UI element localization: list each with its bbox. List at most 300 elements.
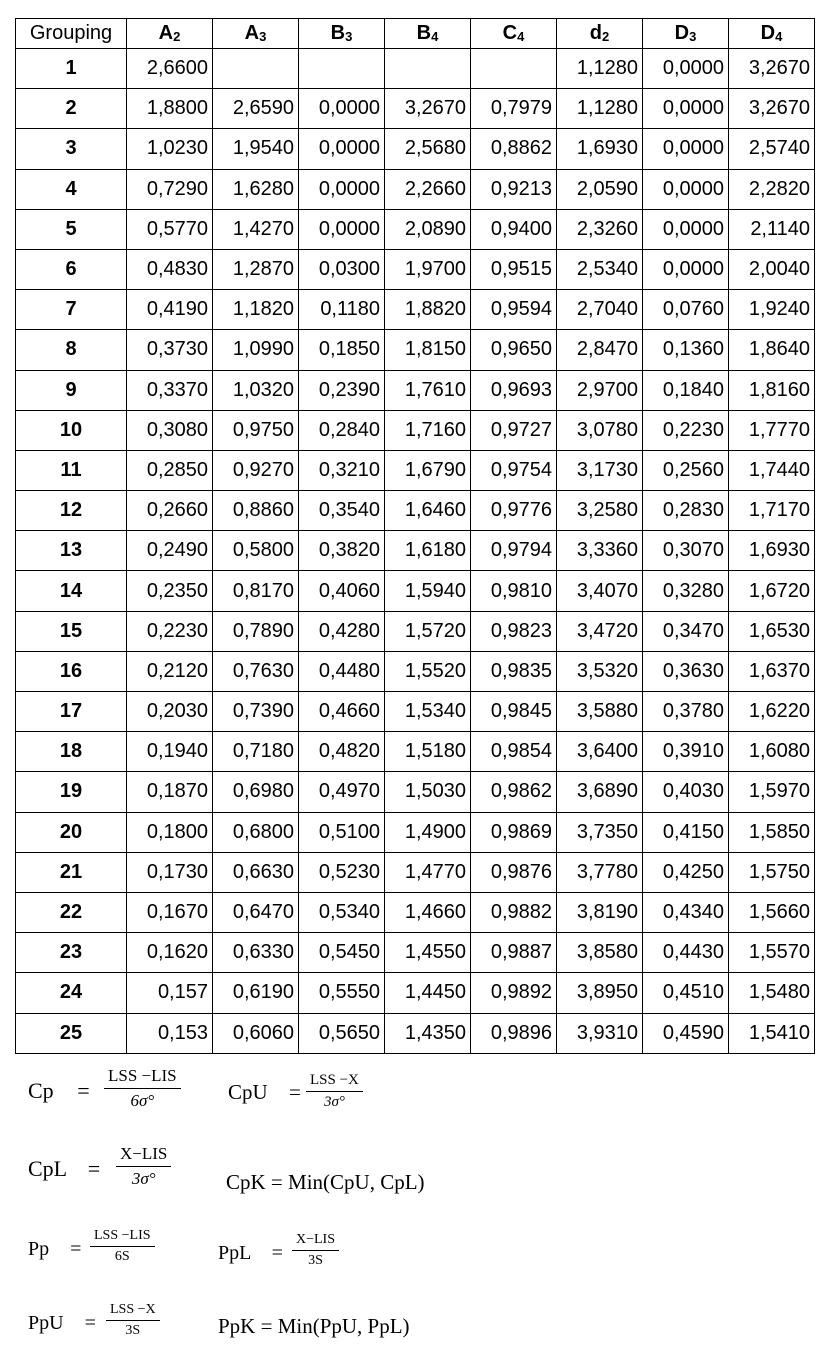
formula-ppl-lhs: PpL [218, 1242, 251, 1264]
value-cell: 1,5030 [385, 772, 471, 812]
header-label: A [158, 22, 174, 44]
value-cell: 3,7780 [557, 852, 643, 892]
grouping-cell: 21 [16, 852, 127, 892]
value-cell: 1,8820 [385, 290, 471, 330]
value-cell: 0,7890 [213, 611, 299, 651]
value-cell: 0,6470 [213, 892, 299, 932]
value-cell: 0,3730 [127, 330, 213, 370]
value-cell: 1,5750 [729, 852, 815, 892]
value-cell: 0,9776 [471, 491, 557, 531]
value-cell: 0,0000 [643, 49, 729, 89]
formula-ppu-denominator: 3S [125, 1323, 141, 1338]
value-cell [299, 49, 385, 89]
header-subscript: 2 [601, 29, 610, 44]
header-subscript: 4 [431, 29, 439, 44]
table-row [16, 852, 815, 892]
value-cell: 2,6600 [127, 49, 213, 89]
value-cell: 0,9845 [471, 692, 557, 732]
value-cell: 0,9750 [213, 410, 299, 450]
table-row [16, 892, 815, 932]
value-cell: 3,8950 [557, 973, 643, 1013]
value-cell: 0,1180 [299, 290, 385, 330]
grouping-cell: 11 [16, 450, 127, 490]
value-cell: 0,3080 [127, 410, 213, 450]
formula-pp-lhs: Pp [28, 1238, 50, 1260]
value-cell: 2,0040 [729, 249, 815, 289]
value-cell: 1,4270 [213, 209, 299, 249]
value-cell: 0,4590 [643, 1013, 729, 1053]
value-cell: 1,5940 [385, 571, 471, 611]
formula-cp-numerator: LSS −LIS [104, 1066, 181, 1089]
value-cell: 0,7290 [127, 169, 213, 209]
value-cell: 0,6060 [213, 1013, 299, 1053]
value-cell: 0,9892 [471, 973, 557, 1013]
value-cell: 0,9213 [471, 169, 557, 209]
header-cell-a3 [213, 19, 299, 49]
constants-table [15, 18, 815, 1054]
table-row [16, 571, 815, 611]
header-label: B [416, 22, 432, 44]
value-cell: 0,2120 [127, 651, 213, 691]
value-cell: 0,5340 [299, 892, 385, 932]
value-cell: 0,0300 [299, 249, 385, 289]
value-cell: 0,1870 [127, 772, 213, 812]
value-cell: 1,6220 [729, 692, 815, 732]
grouping-cell: 14 [16, 571, 127, 611]
value-cell [471, 49, 557, 89]
value-cell: 0,3630 [643, 651, 729, 691]
formula-cpl-eq: = [87, 1156, 101, 1181]
value-cell: 0,0000 [299, 89, 385, 129]
value-cell: 3,1730 [557, 450, 643, 490]
value-cell: 0,157 [127, 973, 213, 1013]
grouping-cell: 13 [16, 531, 127, 571]
value-cell: 0,2560 [643, 450, 729, 490]
value-cell: 0,4340 [643, 892, 729, 932]
value-cell: 1,5340 [385, 692, 471, 732]
header-subscript: 4 [517, 29, 525, 44]
formula-ppu-lhs: PpU [28, 1312, 64, 1334]
header-subscript: 3 [259, 29, 267, 44]
value-cell: 1,6930 [557, 129, 643, 169]
value-cell: 0,153 [127, 1013, 213, 1053]
value-cell: 0,1670 [127, 892, 213, 932]
value-cell: 0,0000 [299, 129, 385, 169]
value-cell: 1,9240 [729, 290, 815, 330]
formula-ppk-text: PpK = Min(PpU, PpL) [218, 1314, 410, 1338]
value-cell: 1,5570 [729, 933, 815, 973]
value-cell: 0,6980 [213, 772, 299, 812]
formula-cpl-lhs: CpL [28, 1156, 67, 1181]
header-label: B [330, 22, 346, 44]
value-cell: 1,5410 [729, 1013, 815, 1053]
grouping-cell: 19 [16, 772, 127, 812]
header-label: A [244, 22, 260, 44]
value-cell: 1,7770 [729, 410, 815, 450]
value-cell: 1,6720 [729, 571, 815, 611]
value-cell: 0,6630 [213, 852, 299, 892]
value-cell: 0,9869 [471, 812, 557, 852]
value-cell: 1,5660 [729, 892, 815, 932]
value-cell: 2,2660 [385, 169, 471, 209]
table-row [16, 290, 815, 330]
value-cell: 0,9727 [471, 410, 557, 450]
value-cell: 0,2030 [127, 692, 213, 732]
formula-ppl-numerator: X−LIS [292, 1232, 339, 1251]
header-subscript: 4 [775, 29, 783, 44]
value-cell: 0,8170 [213, 571, 299, 611]
formula-cpk-text: CpK = Min(CpU, CpL) [226, 1170, 425, 1194]
table-row [16, 1013, 815, 1053]
formula-cp-eq: = [77, 1078, 90, 1103]
value-cell: 0,4830 [127, 249, 213, 289]
value-cell: 3,7350 [557, 812, 643, 852]
value-cell: 0,9794 [471, 531, 557, 571]
value-cell: 2,8470 [557, 330, 643, 370]
grouping-cell: 4 [16, 169, 127, 209]
table-row [16, 531, 815, 571]
formula-cpu-lhs: CpU [228, 1080, 268, 1104]
grouping-cell: 8 [16, 330, 127, 370]
value-cell: 0,5230 [299, 852, 385, 892]
value-cell: 2,3260 [557, 209, 643, 249]
value-cell: 0,9887 [471, 933, 557, 973]
value-cell: 2,0890 [385, 209, 471, 249]
table-row [16, 450, 815, 490]
value-cell: 3,4070 [557, 571, 643, 611]
table-row [16, 370, 815, 410]
formula-ppu-numerator: LSS −X [106, 1302, 160, 1321]
value-cell: 0,2840 [299, 410, 385, 450]
value-cell: 1,0320 [213, 370, 299, 410]
value-cell: 0,4510 [643, 973, 729, 1013]
table-row [16, 812, 815, 852]
formula-ppu-eq: = [84, 1312, 96, 1334]
table-row [16, 732, 815, 772]
header-label: D [674, 22, 690, 44]
value-cell: 0,4060 [299, 571, 385, 611]
value-cell: 0,1800 [127, 812, 213, 852]
value-cell: 1,6530 [729, 611, 815, 651]
table-header-row [16, 19, 815, 49]
value-cell: 1,4900 [385, 812, 471, 852]
value-cell: 0,4480 [299, 651, 385, 691]
grouping-cell: 5 [16, 209, 127, 249]
table-row [16, 249, 815, 289]
table-row [16, 89, 815, 129]
value-cell: 3,6890 [557, 772, 643, 812]
value-cell: 2,1140 [729, 209, 815, 249]
value-cell: 2,5340 [557, 249, 643, 289]
formula-cpu-fraction [306, 1072, 363, 1111]
value-cell: 0,5550 [299, 973, 385, 1013]
value-cell: 3,8580 [557, 933, 643, 973]
table-row [16, 330, 815, 370]
formula-pp-eq: = [70, 1238, 82, 1260]
value-cell: 0,3540 [299, 491, 385, 531]
value-cell: 1,7160 [385, 410, 471, 450]
header-subscript: 3 [689, 29, 697, 44]
value-cell: 3,5880 [557, 692, 643, 732]
value-cell: 0,4970 [299, 772, 385, 812]
value-cell: 0,1730 [127, 852, 213, 892]
value-cell: 0,7630 [213, 651, 299, 691]
formula-pp-denominator: 6S [114, 1249, 130, 1264]
value-cell: 0,0000 [299, 169, 385, 209]
formula-pp-fraction [90, 1228, 155, 1265]
header-cell-d4 [729, 19, 815, 49]
value-cell: 0,0760 [643, 290, 729, 330]
value-cell: 0,5450 [299, 933, 385, 973]
value-cell: 3,9310 [557, 1013, 643, 1053]
formula-cpl-fraction [116, 1144, 171, 1189]
formula-cpl-numerator: X−LIS [116, 1144, 171, 1167]
value-cell: 0,0000 [643, 209, 729, 249]
value-cell: 0,9594 [471, 290, 557, 330]
value-cell: 3,3360 [557, 531, 643, 571]
grouping-cell: 24 [16, 973, 127, 1013]
header-cell-grouping [16, 19, 127, 49]
value-cell: 3,2580 [557, 491, 643, 531]
header-cell-b3 [299, 19, 385, 49]
value-cell: 1,0230 [127, 129, 213, 169]
value-cell: 0,3820 [299, 531, 385, 571]
value-cell: 0,0000 [643, 129, 729, 169]
value-cell: 0,4190 [127, 290, 213, 330]
value-cell: 0,2660 [127, 491, 213, 531]
formula-ppl [218, 1242, 283, 1265]
value-cell [213, 49, 299, 89]
value-cell: 1,6280 [213, 169, 299, 209]
value-cell: 1,9700 [385, 249, 471, 289]
value-cell: 0,4030 [643, 772, 729, 812]
formula-ppu-fraction [106, 1302, 160, 1339]
value-cell: 0,5100 [299, 812, 385, 852]
header-cell-c4 [471, 19, 557, 49]
value-cell: 1,4550 [385, 933, 471, 973]
value-cell: 2,6590 [213, 89, 299, 129]
formula-cpl [28, 1156, 100, 1182]
value-cell: 0,2230 [643, 410, 729, 450]
formula-cp-denominator: 6σ° [130, 1091, 155, 1110]
grouping-cell: 2 [16, 89, 127, 129]
value-cell: 0,1850 [299, 330, 385, 370]
grouping-cell: 7 [16, 290, 127, 330]
value-cell: 0,7979 [471, 89, 557, 129]
value-cell: 0,6190 [213, 973, 299, 1013]
grouping-cell: 10 [16, 410, 127, 450]
value-cell: 1,5970 [729, 772, 815, 812]
value-cell: 2,7040 [557, 290, 643, 330]
value-cell: 0,9876 [471, 852, 557, 892]
value-cell: 0,2850 [127, 450, 213, 490]
table-row [16, 49, 815, 89]
value-cell: 0,3910 [643, 732, 729, 772]
grouping-cell: 17 [16, 692, 127, 732]
grouping-cell: 22 [16, 892, 127, 932]
value-cell: 0,2390 [299, 370, 385, 410]
table-row [16, 973, 815, 1013]
value-cell: 0,1940 [127, 732, 213, 772]
value-cell: 0,4150 [643, 812, 729, 852]
value-cell: 2,9700 [557, 370, 643, 410]
value-cell: 0,9823 [471, 611, 557, 651]
value-cell: 0,9270 [213, 450, 299, 490]
value-cell: 0,1360 [643, 330, 729, 370]
table-row [16, 651, 815, 691]
value-cell: 0,9400 [471, 209, 557, 249]
header-label: d [589, 22, 602, 44]
grouping-cell: 25 [16, 1013, 127, 1053]
value-cell: 1,8150 [385, 330, 471, 370]
grouping-cell: 16 [16, 651, 127, 691]
grouping-cell: 18 [16, 732, 127, 772]
value-cell [385, 49, 471, 89]
value-cell: 1,5480 [729, 973, 815, 1013]
value-cell: 1,8640 [729, 330, 815, 370]
value-cell: 1,6180 [385, 531, 471, 571]
value-cell: 0,0000 [643, 249, 729, 289]
table-row [16, 410, 815, 450]
value-cell: 3,8190 [557, 892, 643, 932]
value-cell: 0,9810 [471, 571, 557, 611]
formula-ppu [28, 1312, 96, 1335]
value-cell: 1,6080 [729, 732, 815, 772]
header-cell-d2 [557, 19, 643, 49]
value-cell: 1,1820 [213, 290, 299, 330]
value-cell: 1,8160 [729, 370, 815, 410]
value-cell: 1,5520 [385, 651, 471, 691]
value-cell: 1,1280 [557, 49, 643, 89]
value-cell: 0,3780 [643, 692, 729, 732]
header-label: D [760, 22, 776, 44]
value-cell: 0,0000 [299, 209, 385, 249]
value-cell: 0,2230 [127, 611, 213, 651]
grouping-cell: 12 [16, 491, 127, 531]
value-cell: 2,0590 [557, 169, 643, 209]
grouping-cell: 6 [16, 249, 127, 289]
value-cell: 3,2670 [729, 49, 815, 89]
grouping-cell: 20 [16, 812, 127, 852]
formula-ppk [218, 1314, 410, 1339]
value-cell: 3,2670 [729, 89, 815, 129]
value-cell: 0,3070 [643, 531, 729, 571]
value-cell: 1,6790 [385, 450, 471, 490]
value-cell: 1,5180 [385, 732, 471, 772]
header-label: C [502, 22, 518, 44]
value-cell: 1,6930 [729, 531, 815, 571]
value-cell: 0,2490 [127, 531, 213, 571]
value-cell: 1,4450 [385, 973, 471, 1013]
formula-cp [28, 1078, 90, 1104]
value-cell: 0,4820 [299, 732, 385, 772]
value-cell: 0,5650 [299, 1013, 385, 1053]
formula-cpk [226, 1170, 425, 1195]
value-cell: 0,9693 [471, 370, 557, 410]
value-cell: 0,3470 [643, 611, 729, 651]
table-row [16, 933, 815, 973]
value-cell: 1,6370 [729, 651, 815, 691]
value-cell: 0,5800 [213, 531, 299, 571]
grouping-cell: 1 [16, 49, 127, 89]
formula-cp-fraction [104, 1066, 181, 1111]
value-cell: 0,2830 [643, 491, 729, 531]
value-cell: 3,0780 [557, 410, 643, 450]
formula-ppl-denominator: 3S [308, 1253, 323, 1268]
formula-cp-lhs: Cp [28, 1078, 54, 1103]
value-cell: 1,7170 [729, 491, 815, 531]
formula-cpl-denominator: 3σ° [131, 1169, 156, 1188]
value-cell: 0,1840 [643, 370, 729, 410]
value-cell: 0,9515 [471, 249, 557, 289]
header-cell-d3 [643, 19, 729, 49]
table-row [16, 772, 815, 812]
value-cell: 1,5850 [729, 812, 815, 852]
value-cell: 0,9862 [471, 772, 557, 812]
value-cell: 1,8800 [127, 89, 213, 129]
grouping-cell: 3 [16, 129, 127, 169]
value-cell: 3,4720 [557, 611, 643, 651]
value-cell: 0,4660 [299, 692, 385, 732]
value-cell: 1,2870 [213, 249, 299, 289]
formula-cpu [228, 1080, 301, 1105]
value-cell: 0,3280 [643, 571, 729, 611]
value-cell: 0,4250 [643, 852, 729, 892]
value-cell: 0,4430 [643, 933, 729, 973]
value-cell: 0,1620 [127, 933, 213, 973]
value-cell: 3,2670 [385, 89, 471, 129]
value-cell: 2,5740 [729, 129, 815, 169]
value-cell: 1,4770 [385, 852, 471, 892]
value-cell: 0,5770 [127, 209, 213, 249]
header-label: Grouping [29, 22, 113, 44]
value-cell: 1,4350 [385, 1013, 471, 1053]
formula-cpu-numerator: LSS −X [306, 1072, 363, 1092]
value-cell: 3,6400 [557, 732, 643, 772]
value-cell: 0,4280 [299, 611, 385, 651]
header-subscript: 2 [173, 29, 181, 44]
grouping-cell: 9 [16, 370, 127, 410]
value-cell: 0,8860 [213, 491, 299, 531]
value-cell: 0,7180 [213, 732, 299, 772]
formula-cpu-eq: = [288, 1080, 301, 1104]
formula-cpu-denominator: 3σ° [323, 1094, 345, 1110]
table-row [16, 209, 815, 249]
formula-pp [28, 1238, 81, 1261]
value-cell: 0,7390 [213, 692, 299, 732]
value-cell: 0,2350 [127, 571, 213, 611]
value-cell: 0,9854 [471, 732, 557, 772]
table-row [16, 491, 815, 531]
formula-pp-numerator: LSS −LIS [90, 1228, 155, 1247]
value-cell: 1,4660 [385, 892, 471, 932]
value-cell: 2,5680 [385, 129, 471, 169]
value-cell: 0,6330 [213, 933, 299, 973]
header-cell-b4 [385, 19, 471, 49]
value-cell: 1,6460 [385, 491, 471, 531]
grouping-cell: 23 [16, 933, 127, 973]
value-cell: 0,6800 [213, 812, 299, 852]
value-cell: 1,5720 [385, 611, 471, 651]
value-cell: 0,0000 [643, 169, 729, 209]
value-cell: 1,9540 [213, 129, 299, 169]
value-cell: 1,1280 [557, 89, 643, 129]
value-cell: 0,3370 [127, 370, 213, 410]
table-row [16, 611, 815, 651]
value-cell: 3,5320 [557, 651, 643, 691]
value-cell: 1,0990 [213, 330, 299, 370]
value-cell: 0,9754 [471, 450, 557, 490]
